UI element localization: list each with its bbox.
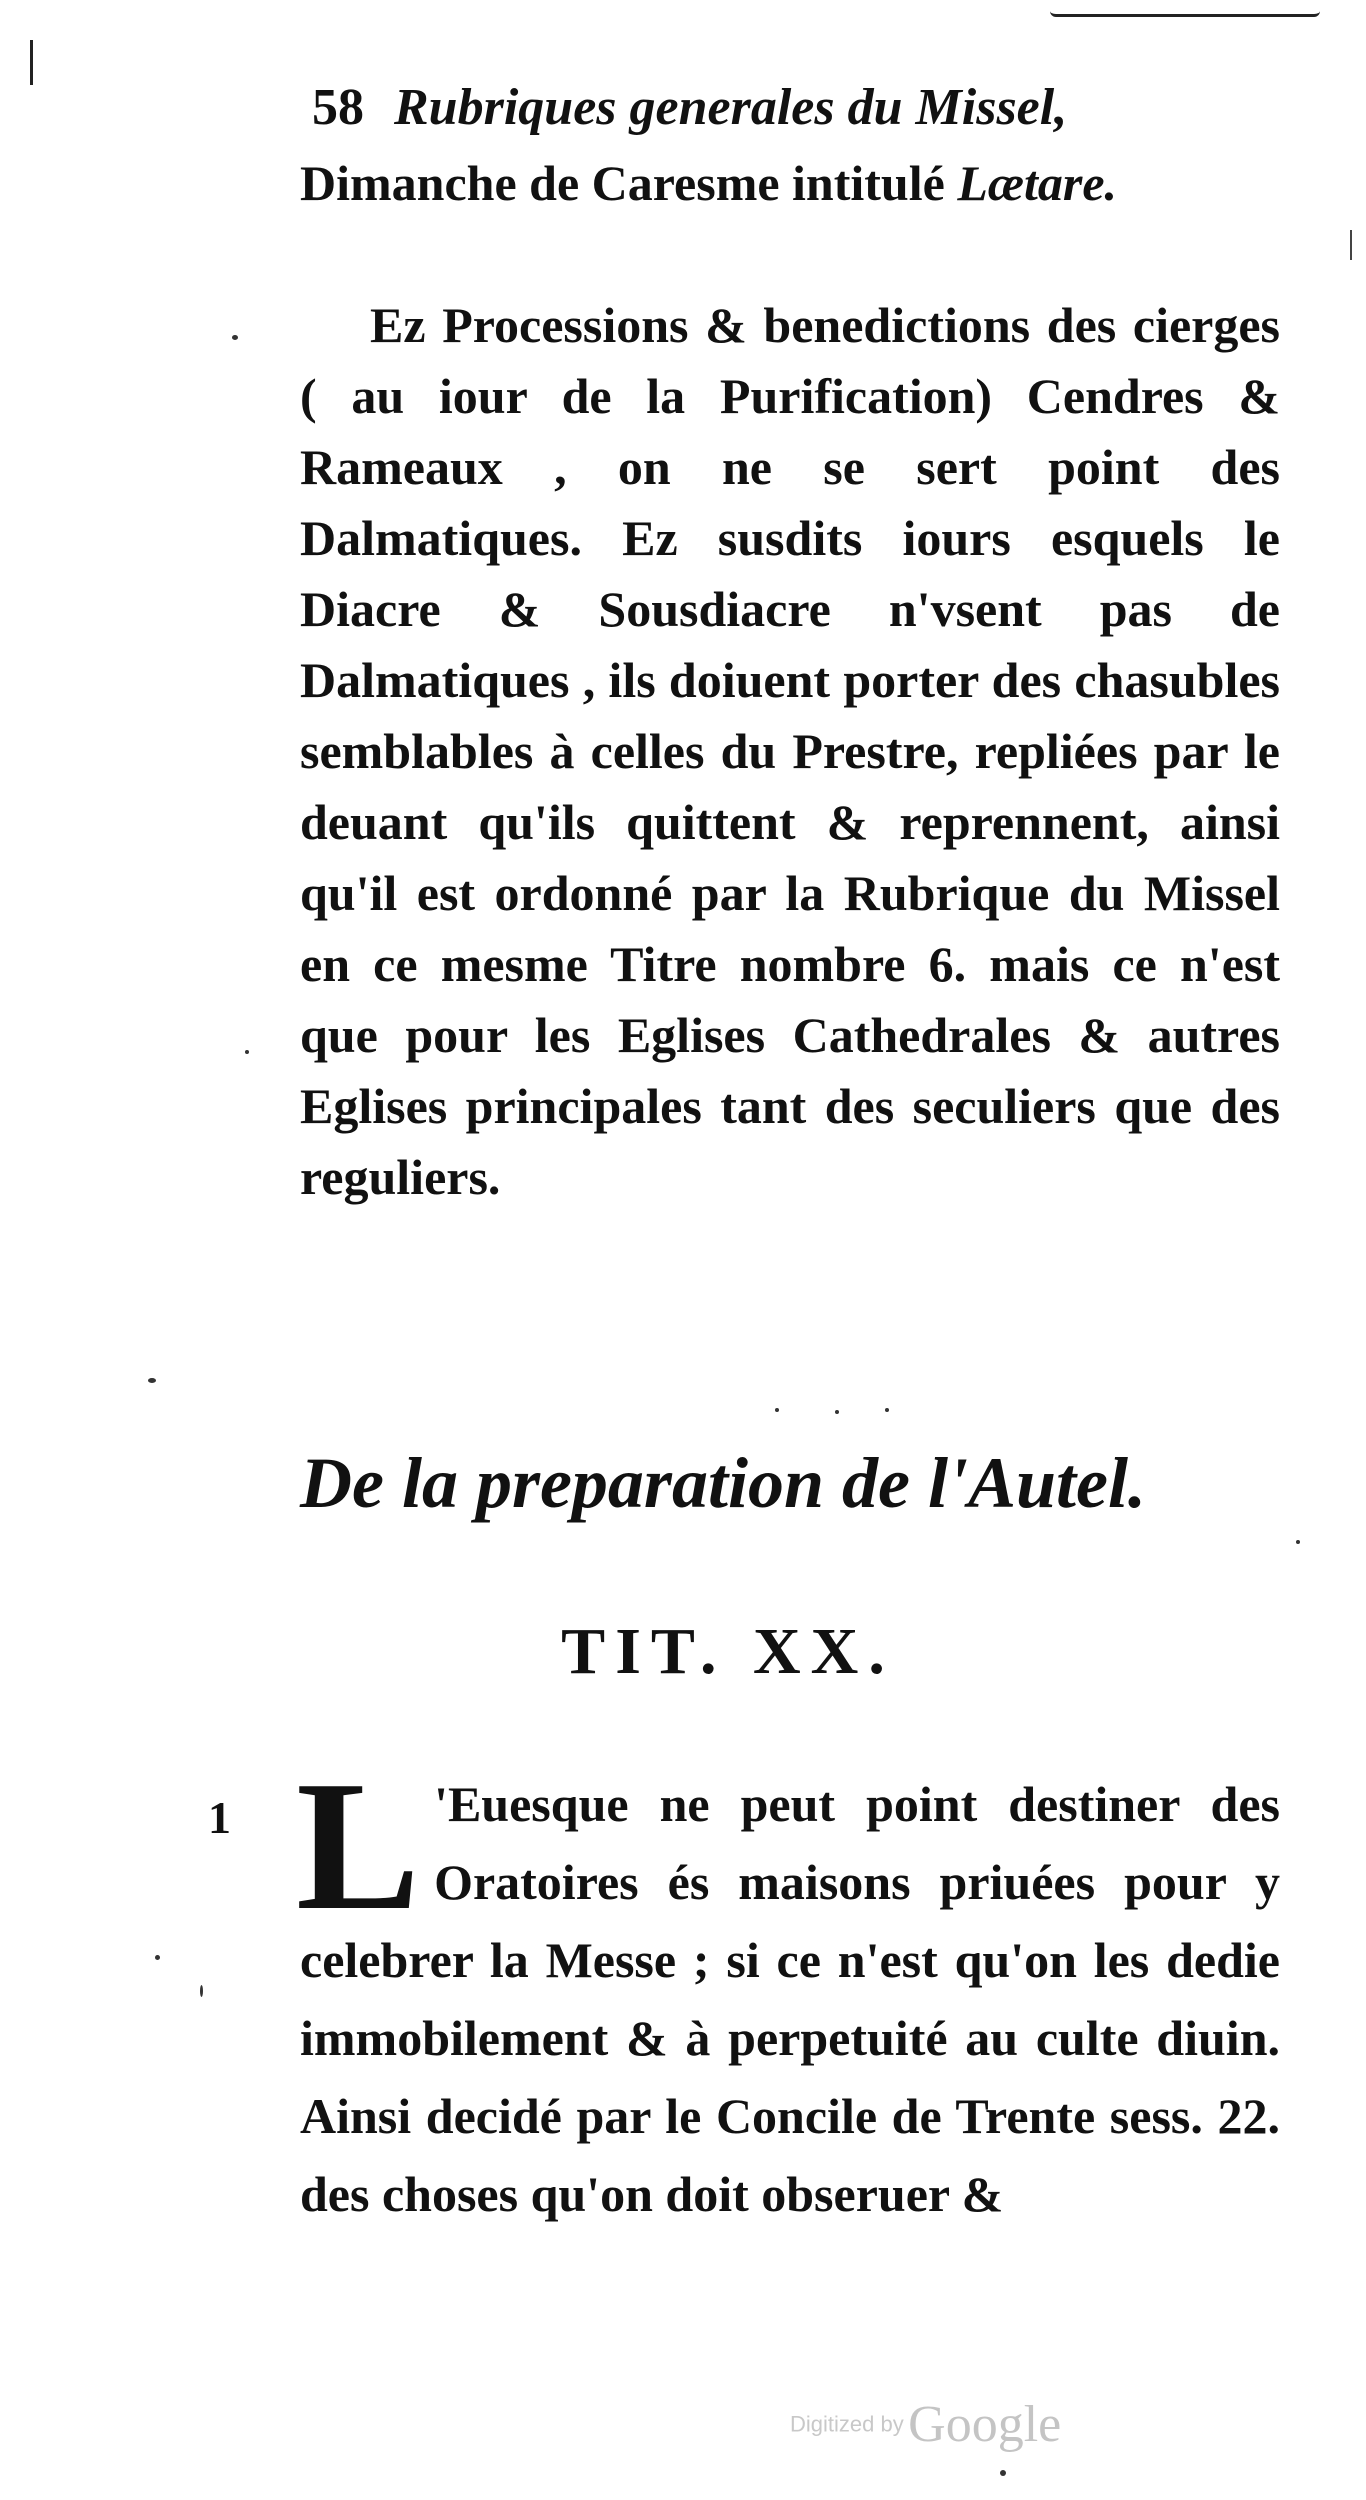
scan-speck [155,1955,160,1960]
digitized-by-label: Digitized by [790,2411,904,2437]
paragraph-processions: Ez Processions & benedictions des cierges ( au iour de la Purification) Cendres & Rameaux , on ne se sert point des Dalmatiques. Ez susdits iours esquels le Diacre & Sousdiacre n'vsent pas de Dalmatiques , ils doiuent porter des chasubles semblables à celles du Prestre, repliées par le deuant qu'ils quittent & reprennent, ainsi qu'il est ordonné par la Rubrique du Missel en ce mesme Titre nombre 6. mais ce n'est que pour les Eglises Cathedrales & autres Eglises principales tant des seculiers que des reguliers. [300,297,1280,1205]
page-number: 58 [312,79,364,136]
margin-number: 1 [208,1792,231,1843]
scan-speck [232,335,238,340]
section-heading: De la preparation de l'Autel. [300,1443,1146,1523]
scan-speck [1296,1540,1300,1544]
scan-speck [885,1408,889,1412]
scan-speck [835,1410,839,1414]
scan-speck [1000,2470,1006,2476]
page-header [312,78,1272,138]
scan-speck [775,1408,779,1412]
title-number: TIT. XX. [561,1615,895,1688]
scan-speck [148,1378,156,1383]
scan-edge-mark [1050,0,1320,17]
scan-speck [245,1050,249,1054]
paragraph-continuation [300,148,1280,219]
scan-margin-tick [30,40,33,85]
paragraph-text: Dimanche de Caresme intitulé [300,155,958,211]
drop-cap: L [296,1743,421,1949]
running-title: Rubriques generales du Missel, [394,79,1068,136]
digitization-credit [790,2395,1110,2454]
google-logo: Google [908,2396,1062,2453]
article-text: 'Euesque ne peut point destiner des Oratoires és maisons priuées pour y celebrer la Messe ; si ce n'est qu'on les dedie immobilement & à perpetuité au culte diuin. Ainsi decidé par le Concile de Trente sess. 22. des choses qu'on doit obseruer & [300,1776,1280,2222]
scan-margin-tick [1350,230,1352,260]
paragraph-italic-text: Lætare. [957,155,1118,211]
article-paragraph [296,1743,1280,2233]
scan-speck [200,1985,203,1997]
